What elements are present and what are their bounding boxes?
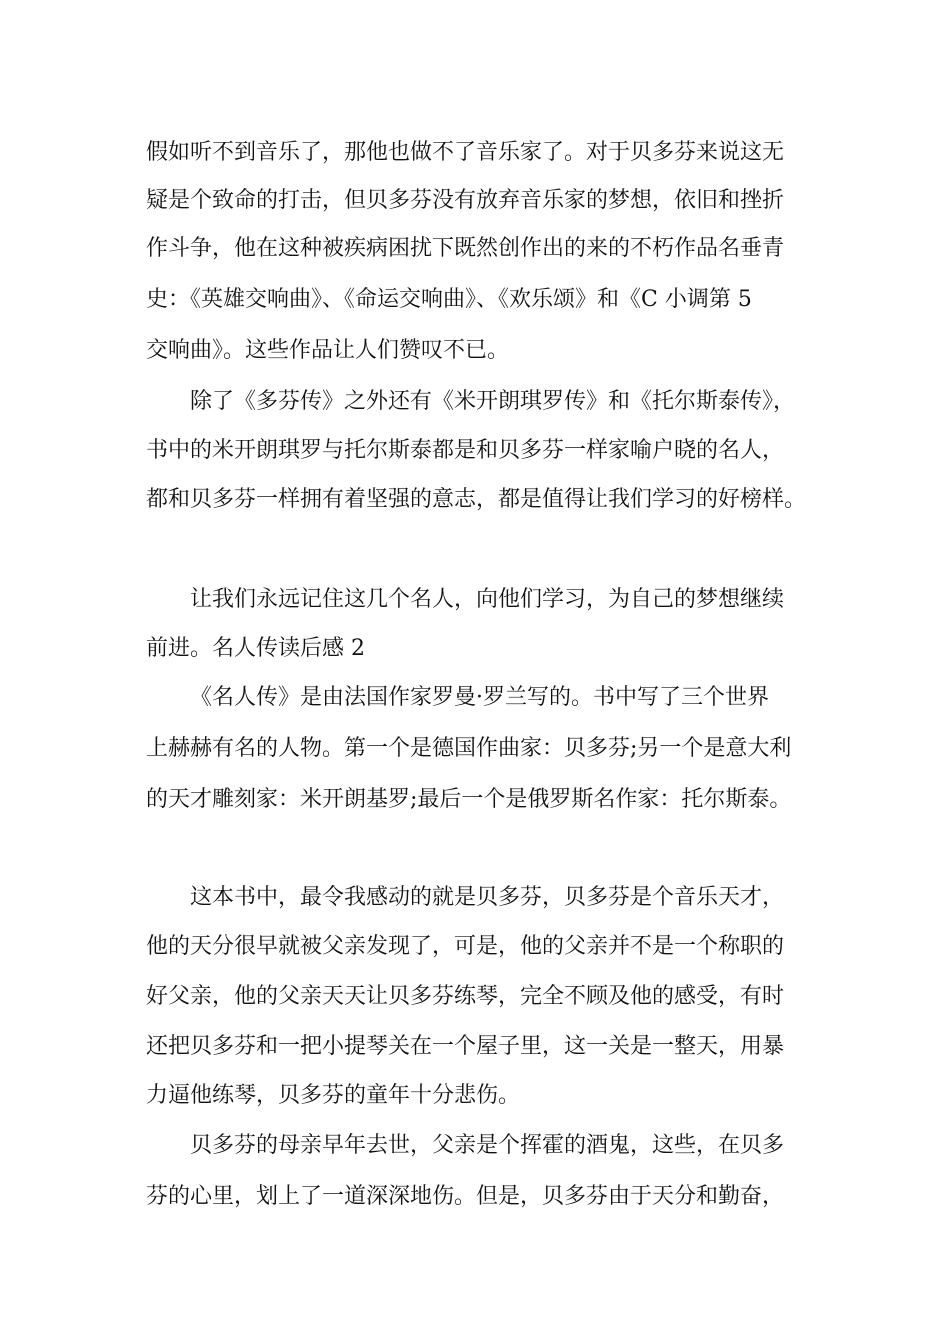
- paragraph-first-line: 这本书中，最令我感动的就是贝多芬，贝多芬是个音乐天才，: [190, 885, 785, 910]
- text-line: 书中的米开朗琪罗与托尔斯泰都是和贝多芬一样家喻户晓的名人，: [146, 438, 785, 463]
- text-line: 好父亲，他的父亲天天让贝多芬练琴，完全不顾及他的感受，有时: [146, 984, 785, 1009]
- text-line: 作斗争，他在这种被疾病困扰下既然创作出的来的不朽作品名垂青: [146, 236, 785, 261]
- text-line: 假如听不到音乐了，那他也做不了音乐家了。对于贝多芬来说这无: [146, 140, 785, 165]
- text-line: 上赫赫有名的人物。第一个是德国作曲家：贝多芬;另一个是意大利: [146, 736, 792, 761]
- text-line: 还把贝多芬和一把小提琴关在一个屋子里，这一关是一整天，用暴: [146, 1034, 785, 1059]
- paragraph-first-line: 《名人传》是由法国作家罗曼·罗兰写的。书中写了三个世界: [190, 685, 769, 710]
- text-line: 力逼他练琴，贝多芬的童年十分悲伤。: [146, 1083, 521, 1108]
- text-line: 都和贝多芬一样拥有着坚强的意志，都是值得让我们学习的好榜样。: [146, 487, 807, 512]
- text-line: 疑是个致命的打击，但贝多芬没有放弃音乐家的梦想，依旧和挫折: [146, 188, 785, 213]
- text-line: 的天才雕刻家：米开朗基罗;最后一个是俄罗斯名作家：托尔斯泰。: [146, 787, 792, 812]
- text-line: 芬的心里，划上了一道深深地伤。但是，贝多芬由于天分和勤奋，: [146, 1184, 785, 1209]
- paragraph-first-line: 贝多芬的母亲早年去世，父亲是个挥霍的酒鬼，这些，在贝多: [190, 1133, 785, 1158]
- text-line: 前进。名人传读后感 2: [146, 636, 365, 661]
- text-line: 交响曲》。这些作品让人们赞叹不已。: [146, 338, 510, 363]
- paragraph-first-line: 让我们永远记住这几个名人，向他们学习，为自己的梦想继续: [190, 587, 785, 612]
- text-line: 他的天分很早就被父亲发现了，可是，他的父亲并不是一个称职的: [146, 934, 785, 959]
- paragraph-first-line: 除了《多芬传》之外还有《米开朗琪罗传》和《托尔斯泰传》，: [190, 389, 796, 414]
- text-line: 史：《英雄交响曲》、《命运交响曲》、《欢乐颂》和《C 小调第 5: [146, 287, 752, 312]
